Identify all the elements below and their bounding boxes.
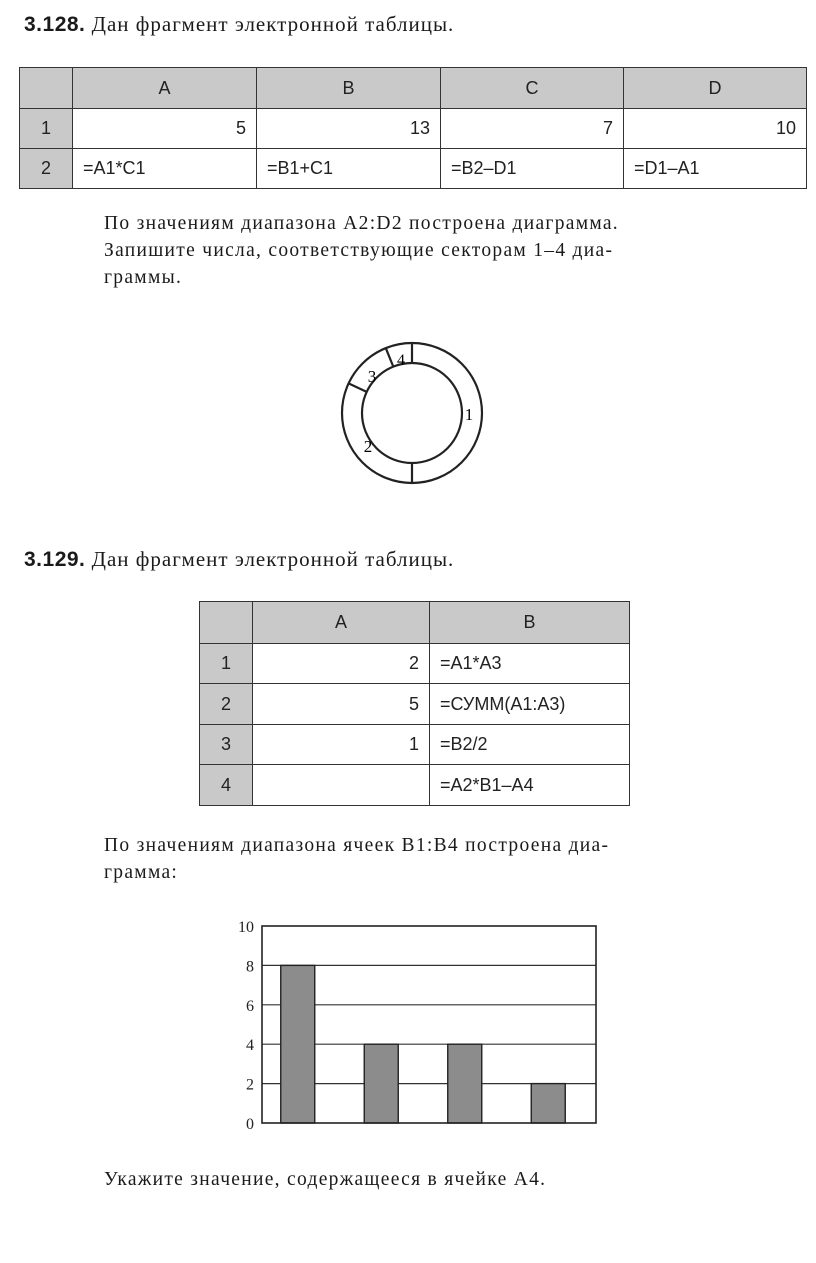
text-line: По значениям диапазона A2:D2 построена диаграмма.: [104, 213, 619, 234]
cell-b3: =B2/2: [430, 725, 630, 765]
problem-3-128-heading: [24, 12, 454, 37]
row-header-1: 1: [20, 109, 73, 149]
chart-y-ticks: [238, 919, 254, 1133]
column-header-d: D: [624, 68, 807, 109]
cell-b2: =B1+C1: [257, 149, 441, 189]
row-header-2: 2: [20, 149, 73, 189]
cell-a1: 2: [253, 644, 430, 684]
sector-label-3: 3: [367, 367, 377, 386]
problem-title: Дан фрагмент электронной таблицы.: [91, 12, 455, 36]
spreadsheet-3-128: [19, 67, 807, 189]
problem-3-129-text: [104, 832, 798, 886]
sector-label-4: 4: [397, 352, 405, 369]
row-header-4: 4: [200, 765, 253, 806]
ring-inner-edge: [362, 363, 462, 463]
cell-a2: 5: [253, 684, 430, 725]
y-tick-label: 6: [246, 997, 254, 1015]
cell-a3: 1: [253, 725, 430, 765]
cell-b1: =A1*A3: [430, 644, 630, 684]
cell-d1: 10: [624, 109, 807, 149]
corner-cell: [200, 602, 253, 644]
cell-a1: 5: [73, 109, 257, 149]
bar-b2: [364, 1044, 398, 1123]
bar-b3: [448, 1044, 482, 1123]
y-tick-label: 4: [246, 1037, 254, 1055]
ring-divider: [349, 383, 367, 391]
row-header-3: 3: [200, 725, 253, 765]
cell-b1: 13: [257, 109, 441, 149]
cell-d2: =D1–A1: [624, 149, 807, 189]
problem-title: Дан фрагмент электронной таблицы.: [91, 547, 455, 571]
column-header-c: C: [441, 68, 624, 109]
sector-label-2: 2: [363, 437, 373, 456]
row-header-1: 1: [200, 644, 253, 684]
sector-label-1: 1: [464, 405, 474, 424]
ring-diagram: [330, 335, 500, 495]
problem-3-129-question: Укажите значение, содержащееся в ячейке A4.: [104, 1169, 547, 1190]
text-line: граммы.: [104, 267, 183, 288]
problem-3-128-text: [104, 210, 798, 291]
problem-3-129-heading: [24, 547, 454, 572]
cell-b4: =A2*B1–A4: [430, 765, 630, 806]
cell-a2: =A1*C1: [73, 149, 257, 189]
bar-b1: [281, 965, 315, 1123]
cell-b2: =СУММ(A1:A3): [430, 684, 630, 725]
y-tick-label: 8: [246, 958, 254, 976]
y-tick-label: 0: [246, 1116, 254, 1133]
text-line: грамма:: [104, 862, 179, 883]
text-line: По значениям диапазона ячеек B1:B4 построена диа-: [104, 835, 610, 856]
bar-b4: [531, 1084, 565, 1123]
y-tick-label: 10: [238, 919, 254, 936]
ring-divider: [386, 348, 393, 367]
y-tick-label: 2: [246, 1076, 254, 1094]
column-header-a: A: [253, 602, 430, 644]
corner-cell: [20, 68, 73, 109]
text-line: Запишите числа, соответствующие секторам 1–4 диа-: [104, 240, 614, 261]
column-header-a: A: [73, 68, 257, 109]
bar-chart: [220, 912, 610, 1137]
cell-a4: [253, 765, 430, 806]
spreadsheet-3-129: [199, 601, 630, 806]
column-header-b: B: [430, 602, 630, 644]
cell-c1: 7: [441, 109, 624, 149]
problem-number: 3.129.: [24, 548, 86, 571]
row-header-2: 2: [200, 684, 253, 725]
cell-c2: =B2–D1: [441, 149, 624, 189]
column-header-b: B: [257, 68, 441, 109]
problem-number: 3.128.: [24, 13, 86, 36]
